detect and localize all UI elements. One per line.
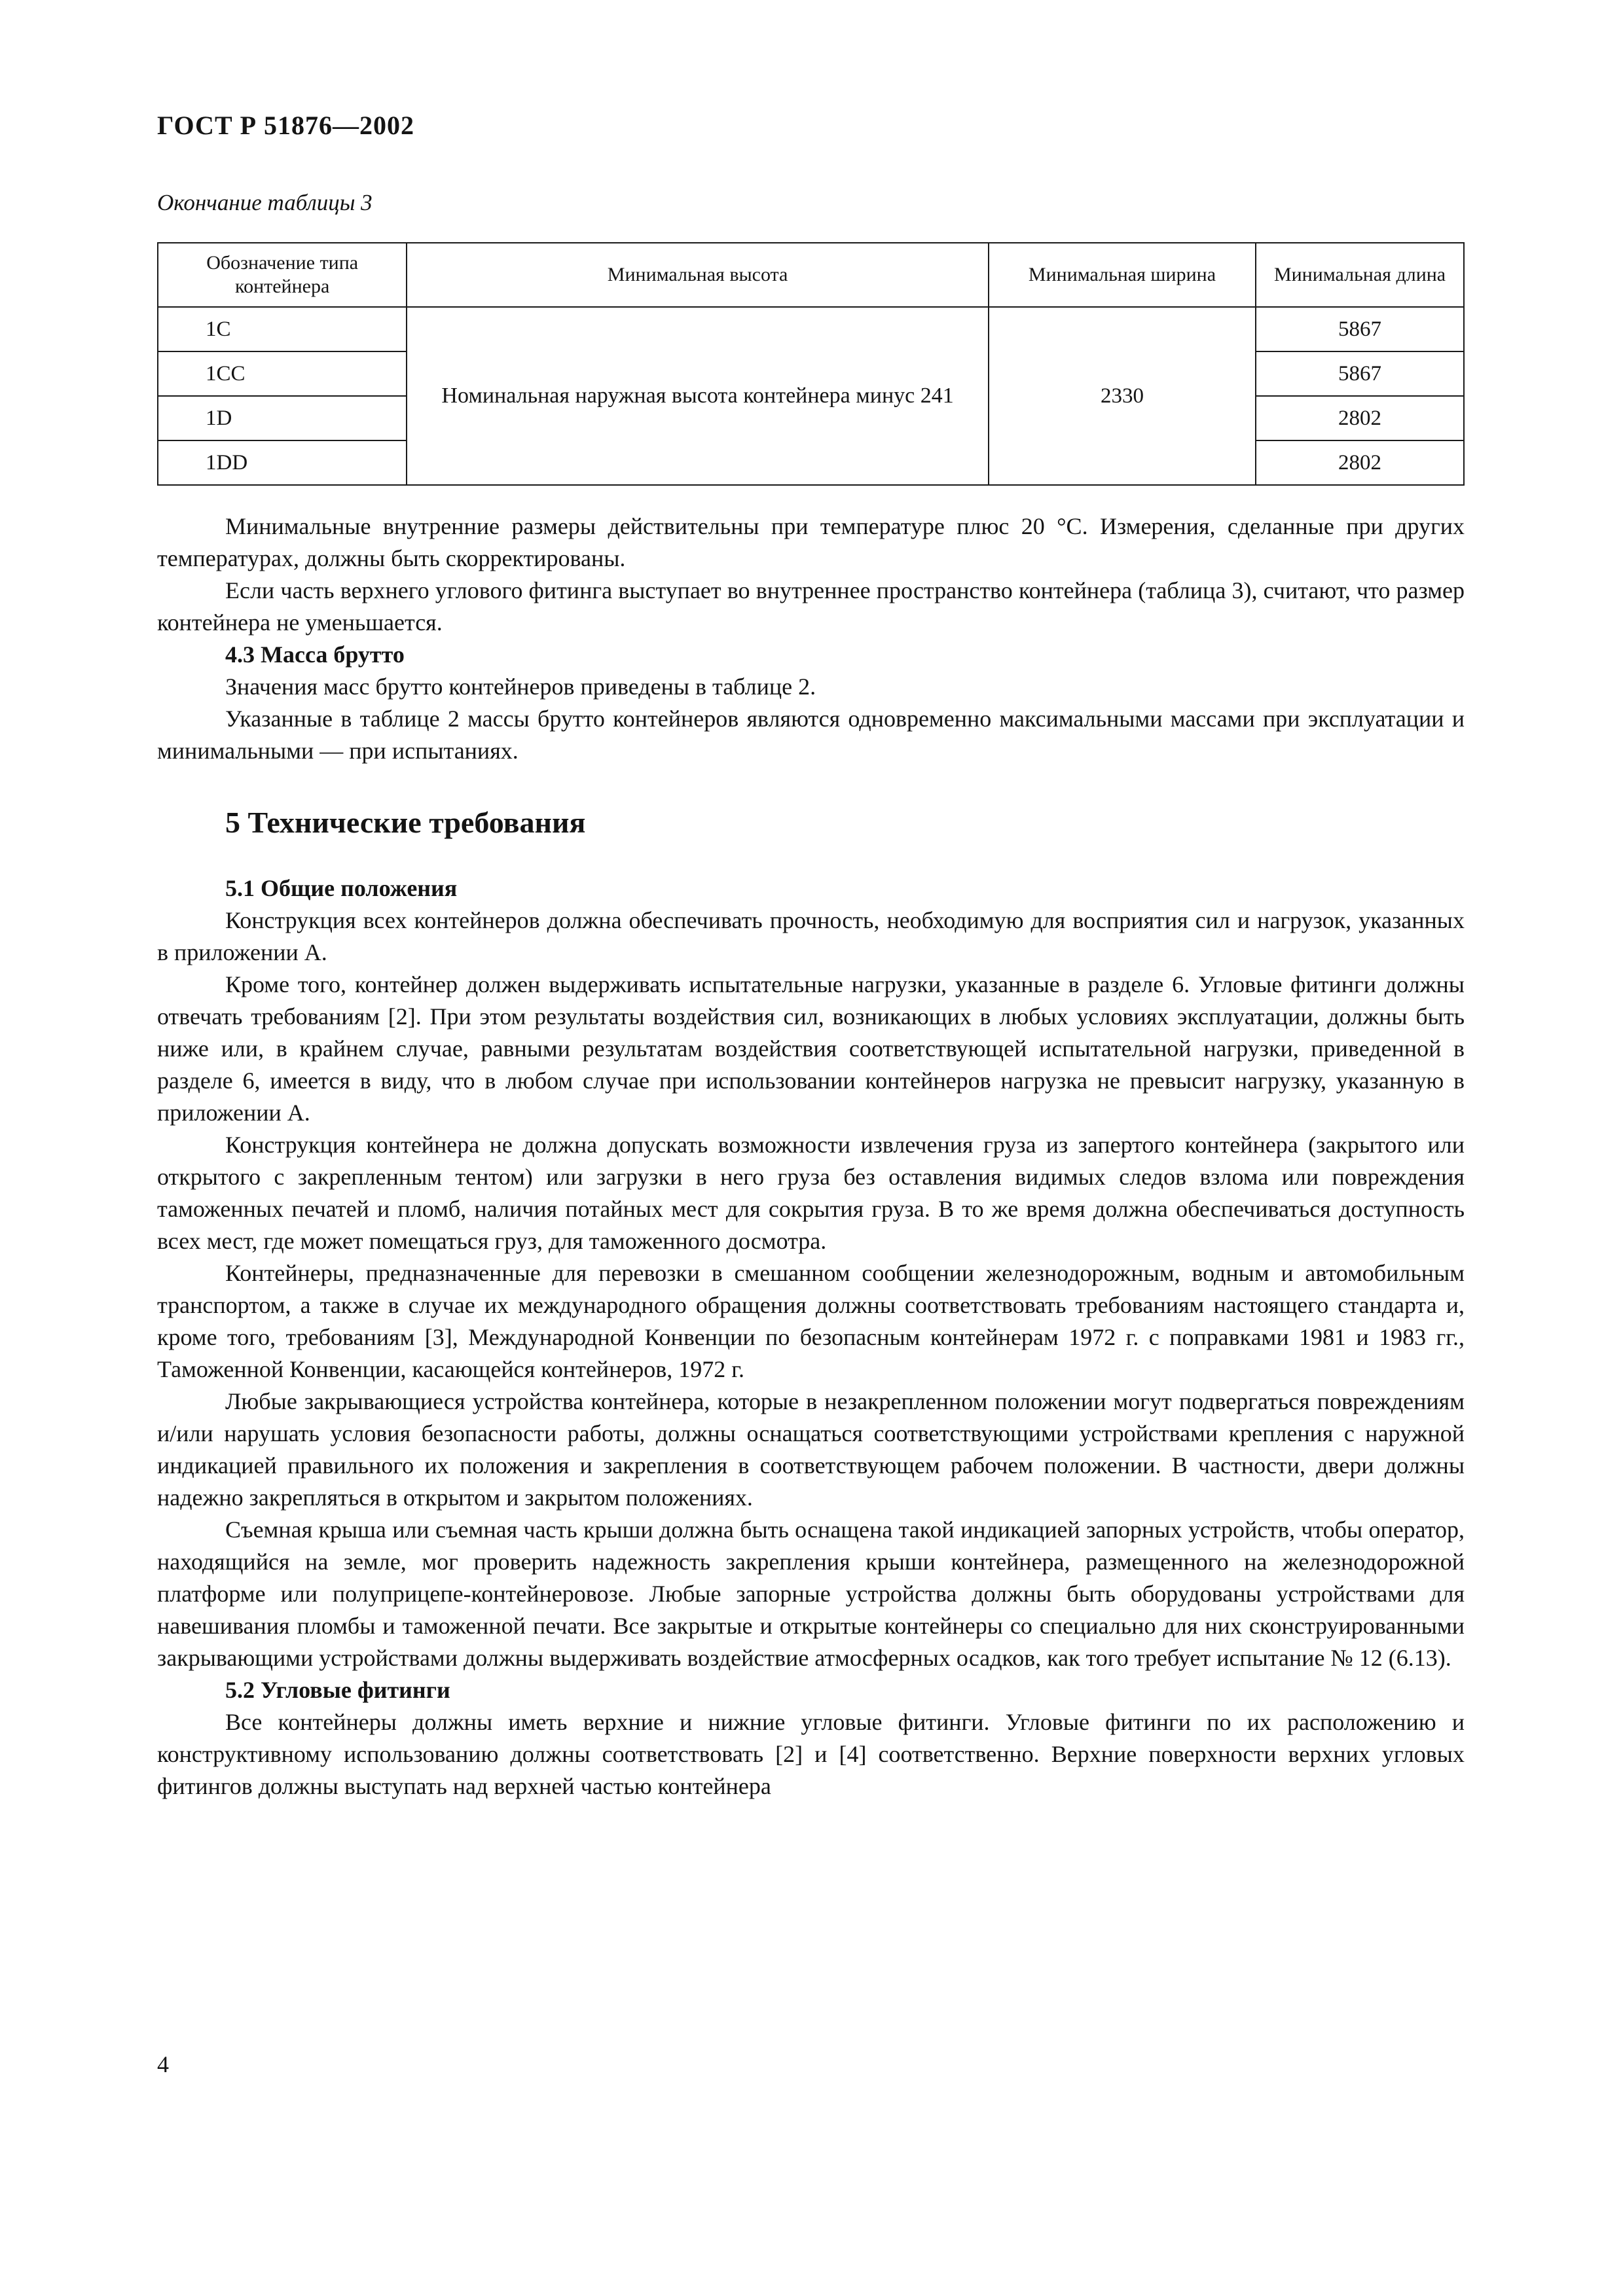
column-header-height: Минимальная высота xyxy=(407,243,989,307)
paragraph-5-1-roof: Съемная крыша или съемная часть крыши должна быть оснащена такой индикацией запорных устройств, чтобы оператор, находящийся на земле, мог проверить надежность закрепления крыши контейнера, размещенного на железнодорожной платформе или полуприцепе-контейнеровозе. Любые запорные устройства должны быть оборудованы устройствами для навешивания пломбы и таможенной печати. Все закрытые и открытые контейнеры со специально для них сконструированными закрывающими устройствами должны выдерживать воздействие атмосферных осадков, как того требует испытание № 12 (6.13). xyxy=(157,1516,1465,1671)
paragraph-5-2-corner-fittings: Все контейнеры должны иметь верхние и нижние угловые фитинги. Угловые фитинги по их расположению и конструктивному использованию должны соответствовать [2] и [4] соответственно. Верхние поверхности верхних угловых фитингов должны выступать над верхней частью контейнера xyxy=(157,1709,1465,1799)
paragraph-internal-dimensions: Минимальные внутренние размеры действительны при температуре плюс 20 °С. Измерения, сделанные при других температурах, должны быть скорректированы. xyxy=(157,513,1465,571)
table-header-row xyxy=(158,243,1464,307)
paragraph-corner-fitting: Если часть верхнего углового фитинга выступает во внутреннее пространство контейнера (таблица 3), считают, что размер контейнера не уменьшается. xyxy=(157,577,1465,636)
paragraph-5-1-closing-devices: Любые закрывающиеся устройства контейнера, которые в незакрепленном положении могут подвергаться повреждениям и/или нарушать условия безопасности работы, должны оснащаться соответствующими устройствами крепления с наружной индикацией правильного их положения и закрепления в соответствующем рабочем положении. В частности, двери должны надежно закрепляться в открытом и закрытом положениях. xyxy=(157,1388,1465,1511)
subsection-heading-5-2: 5.2 Угловые фитинги xyxy=(225,1677,450,1703)
min-length-cell: 2802 xyxy=(1256,440,1464,485)
paragraph-gross-mass-details: Указанные в таблице 2 массы брутто контейнеров являются одновременно максимальными массами при эксплуатации и минимальными — при испытаниях. xyxy=(157,706,1465,764)
section-heading-5: 5 Технические требования xyxy=(225,806,586,839)
table-row xyxy=(158,307,1464,351)
table-caption: Окончание таблицы 3 xyxy=(157,190,373,215)
page-number: 4 xyxy=(157,2051,169,2077)
min-length-cell: 2802 xyxy=(1256,396,1464,440)
container-dimensions-table xyxy=(157,242,1465,486)
min-width-cell: 2330 xyxy=(989,307,1256,485)
container-type-cell: 1С xyxy=(158,307,407,351)
subsection-heading-4-3: 4.3 Масса брутто xyxy=(225,641,405,668)
paragraph-5-1-strength: Конструкция всех контейнеров должна обеспечивать прочность, необходимую для восприятия сил и нагрузок, указанных в приложении А. xyxy=(157,907,1465,965)
container-type-cell: 1СС xyxy=(158,351,407,396)
section-5-text-block xyxy=(157,872,1465,1803)
container-type-cell: 1D xyxy=(158,396,407,440)
paragraph-5-1-cargo-security: Конструкция контейнера не должна допускать возможности извлечения груза из запертого контейнера (закрытого или открытого с закрепленным тентом) или загрузки в него груза без оставления видимых следов взлома или повреждения таможенных печатей и пломб, наличия потайных мест для сокрытия груза. В то же время должна обеспечиваться доступность всех мест, где может помещаться груз, для таможенного досмотра. xyxy=(157,1132,1465,1254)
column-header-type: Обозначение типа контейнера xyxy=(158,243,407,307)
min-length-cell: 5867 xyxy=(1256,307,1464,351)
dimensions-text-block xyxy=(157,511,1465,767)
min-height-cell: Номинальная наружная высота контейнера минус 241 xyxy=(407,307,989,485)
document-header: ГОСТ Р 51876—2002 xyxy=(157,111,415,140)
paragraph-gross-mass: Значения масс брутто контейнеров приведены в таблице 2. xyxy=(225,673,816,700)
column-header-width: Минимальная ширина xyxy=(989,243,1256,307)
paragraph-5-1-mixed-transport: Контейнеры, предназначенные для перевозки в смешанном сообщении железнодорожным, водным и автомобильным транспортом, а также в случае их международного обращения должны соответствовать требованиям настоящего стандарта и, кроме того, требованиям [3], Международной Конвенции по безопасным контейнерам 1972 г. с поправками 1981 и 1983 гг., Таможенной Конвенции, касающейся контейнеров, 1972 г. xyxy=(157,1260,1465,1382)
subsection-heading-5-1: 5.1 Общие положения xyxy=(225,875,458,901)
column-header-length: Минимальная длина xyxy=(1256,243,1464,307)
paragraph-5-1-test-loads: Кроме того, контейнер должен выдерживать испытательные нагрузки, указанные в разделе 6. Угловые фитинги должны отвечать требованиям [2]. При этом результаты воздействия сил, возникающих в любых условиях эксплуатации, должны быть ниже или, в крайнем случае, равными результатам воздействия соответствующей испытательной нагрузки, приведенной в разделе 6, имеется в виду, что в любом случае при использовании контейнеров нагрузка не превысит нагрузку, указанную в приложении А. xyxy=(157,971,1465,1126)
min-length-cell: 5867 xyxy=(1256,351,1464,396)
container-type-cell: 1DD xyxy=(158,440,407,485)
